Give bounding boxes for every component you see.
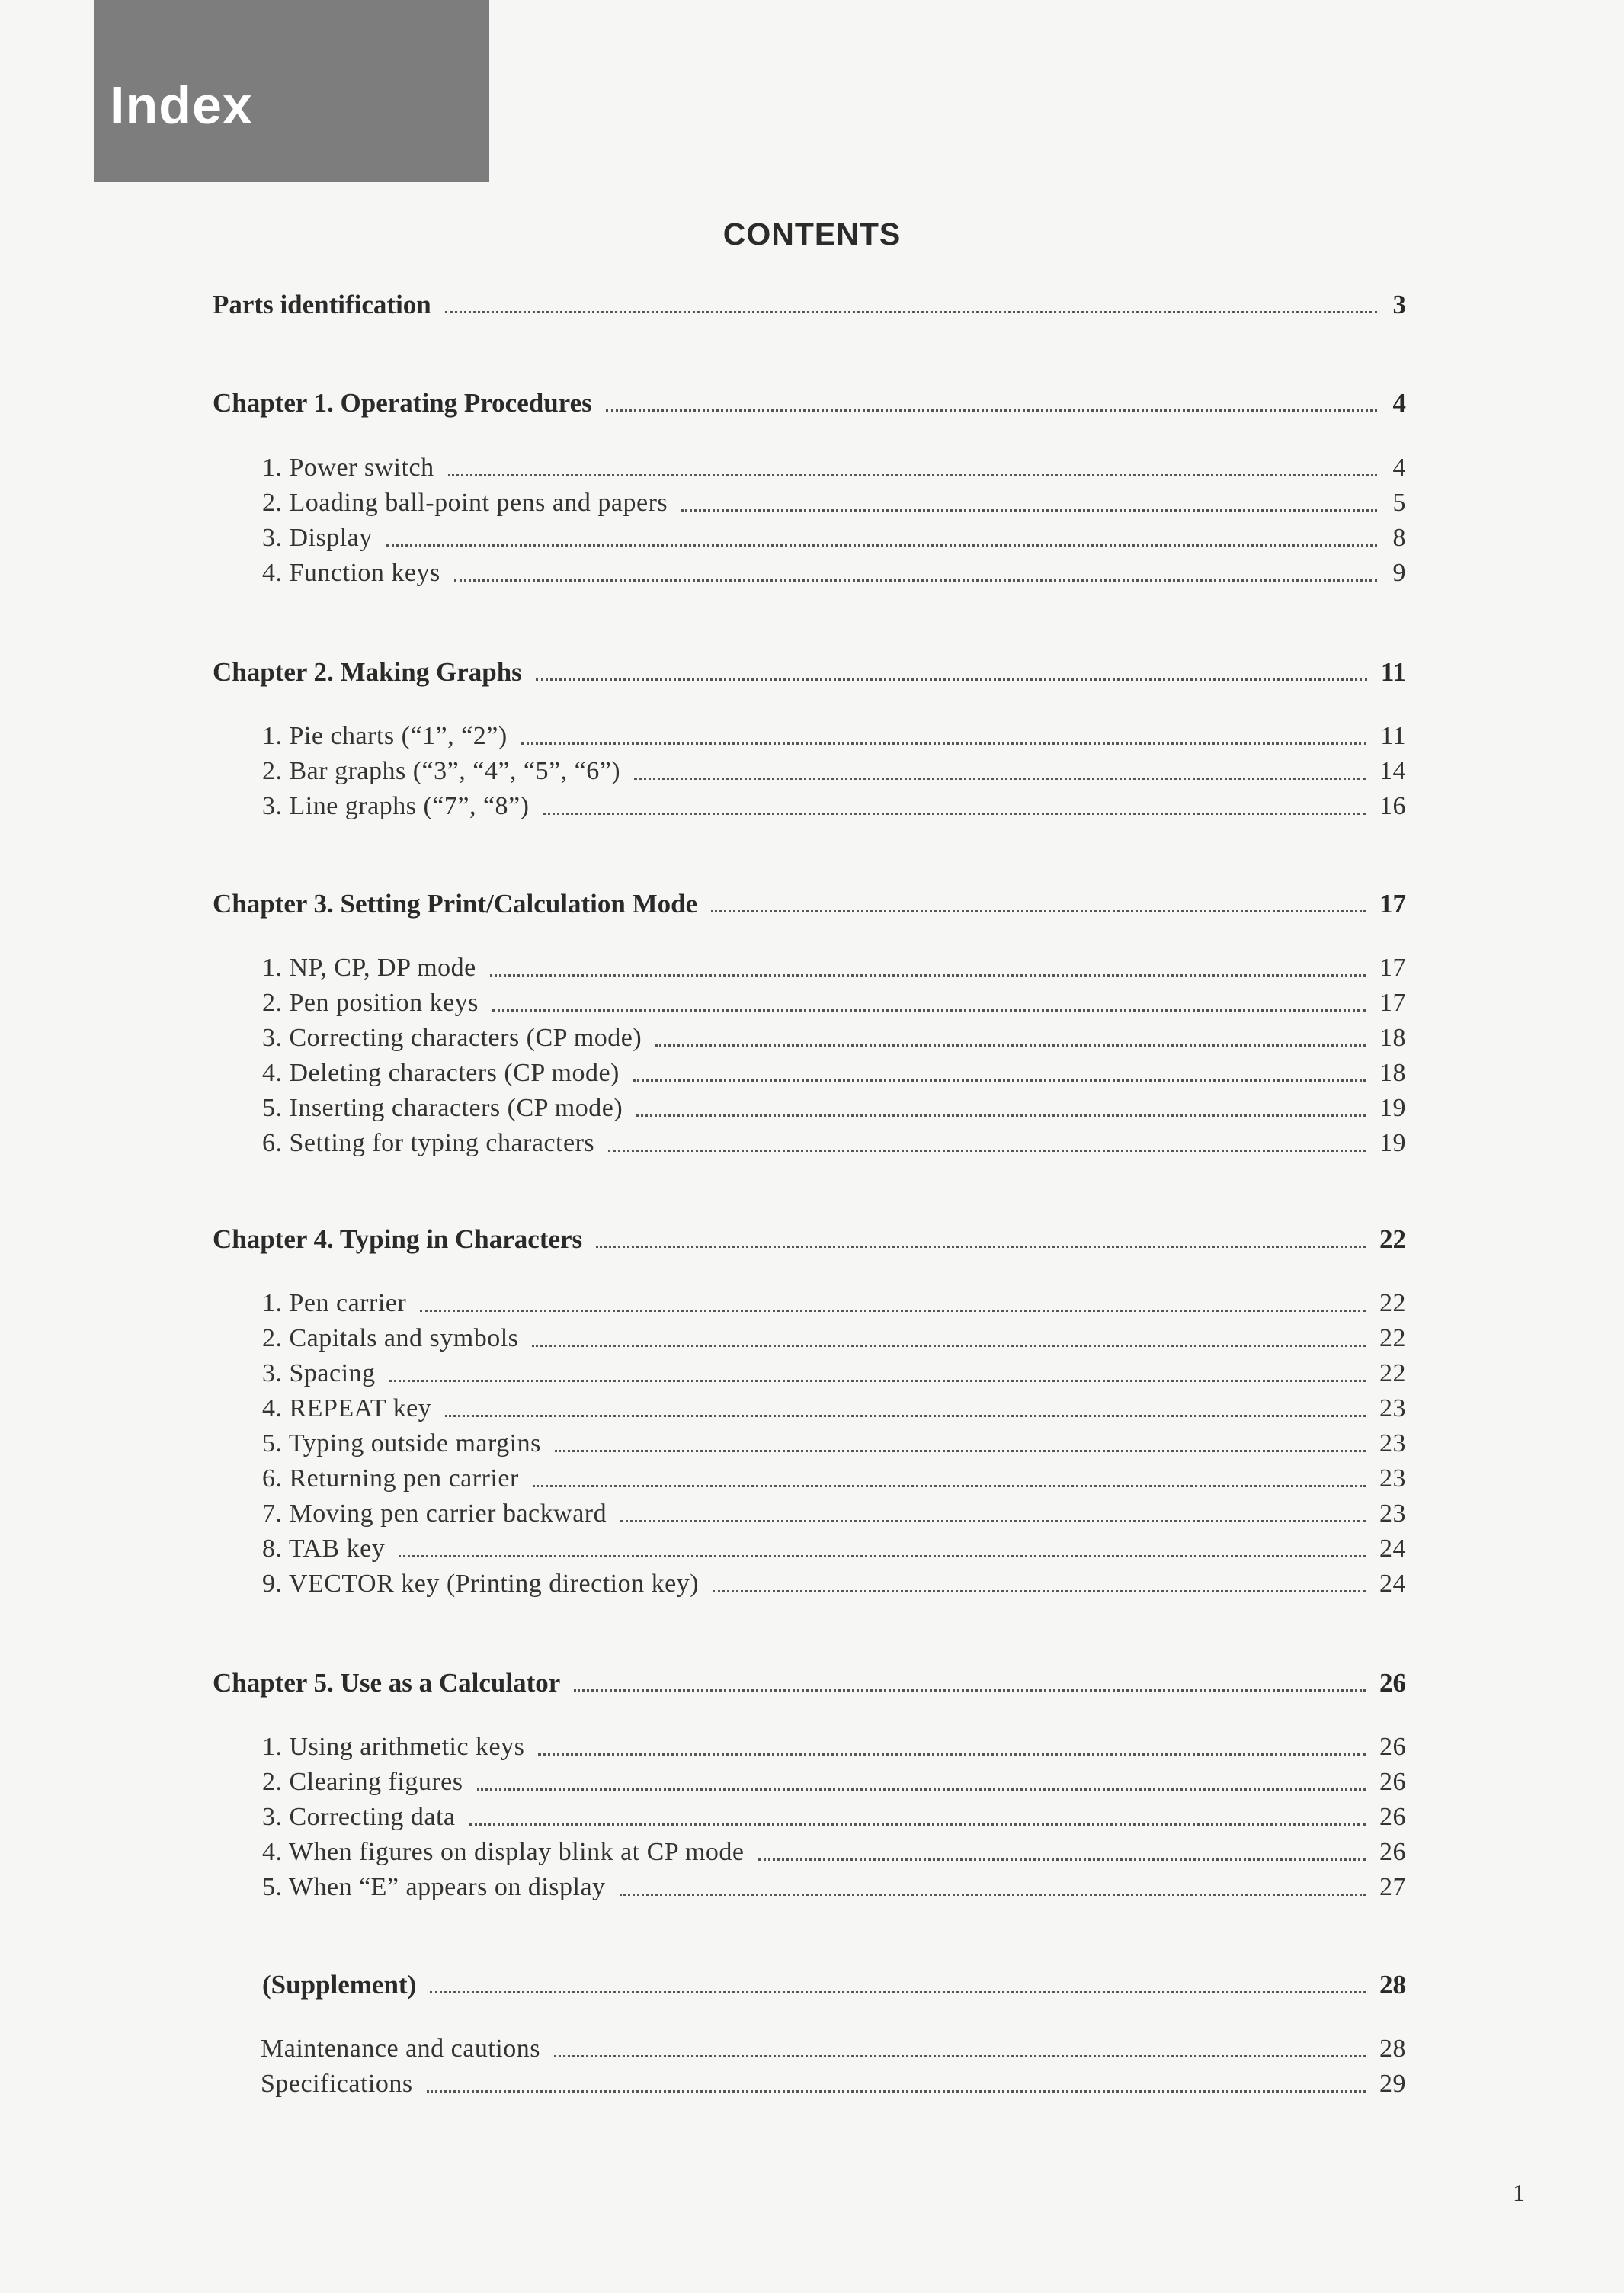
dot-leader bbox=[606, 409, 1377, 412]
toc-item[interactable] bbox=[262, 1057, 1406, 1090]
toc-item[interactable] bbox=[262, 986, 1406, 1020]
dot-leader bbox=[620, 1520, 1366, 1522]
toc-entry-label: Parts identification bbox=[213, 290, 431, 319]
toc-chapter-1[interactable] bbox=[213, 386, 1406, 420]
toc-item[interactable] bbox=[262, 755, 1406, 788]
toc-entry-label: 7. Moving pen carrier backward bbox=[262, 1499, 607, 1528]
toc-entry-page: 4 bbox=[1392, 454, 1406, 482]
toc-entry-label: 5. Typing outside margins bbox=[262, 1429, 541, 1458]
dot-leader bbox=[469, 1823, 1366, 1826]
toc-entry-page: 23 bbox=[1379, 1499, 1406, 1528]
toc-entry-label: 3. Correcting data bbox=[262, 1803, 456, 1831]
dot-leader bbox=[713, 1590, 1366, 1592]
toc-item[interactable] bbox=[262, 720, 1406, 753]
toc-entry-page: 23 bbox=[1379, 1464, 1406, 1493]
dot-leader bbox=[634, 778, 1366, 780]
toc-entry-page: 26 bbox=[1379, 1803, 1406, 1831]
dot-leader bbox=[655, 1044, 1366, 1047]
toc-item[interactable] bbox=[262, 1127, 1406, 1160]
dot-leader bbox=[454, 579, 1377, 582]
dot-leader bbox=[389, 1380, 1366, 1382]
toc-entry-page: 11 bbox=[1380, 657, 1406, 687]
toc-item[interactable] bbox=[262, 1567, 1406, 1601]
dot-leader bbox=[533, 1485, 1366, 1487]
toc-entry-page: 17 bbox=[1379, 889, 1406, 919]
toc-entry-label: 2. Capitals and symbols bbox=[262, 1324, 519, 1352]
toc-entry-label: Specifications bbox=[261, 2070, 413, 2098]
toc-entry-page: 26 bbox=[1379, 1733, 1406, 1761]
dot-leader bbox=[445, 311, 1377, 313]
toc-entry-page: 16 bbox=[1379, 792, 1406, 820]
toc-item[interactable] bbox=[262, 451, 1406, 485]
toc-entry-page: 18 bbox=[1379, 1059, 1406, 1087]
toc-entry-page: 23 bbox=[1379, 1394, 1406, 1422]
toc-entry-page: 28 bbox=[1379, 1970, 1406, 2000]
toc-entry-page: 5 bbox=[1392, 489, 1406, 517]
toc-entry-page: 22 bbox=[1379, 1224, 1406, 1254]
contents-title: CONTENTS bbox=[722, 216, 902, 252]
dot-leader bbox=[430, 1991, 1366, 1993]
toc-item[interactable] bbox=[262, 1730, 1406, 1764]
toc-entry-label: 1. Pie charts (“1”, “2”) bbox=[262, 722, 508, 750]
toc-entry-page: 29 bbox=[1379, 2070, 1406, 2098]
toc-entry-label: Chapter 5. Use as a Calculator bbox=[213, 1668, 561, 1698]
dot-leader bbox=[536, 678, 1367, 681]
toc-entry-page: 22 bbox=[1379, 1289, 1406, 1317]
dot-leader bbox=[711, 910, 1366, 912]
toc-item[interactable] bbox=[262, 556, 1406, 590]
dot-leader bbox=[427, 2090, 1366, 2093]
toc-entry-label: 6. Returning pen carrier bbox=[262, 1464, 519, 1493]
toc-item[interactable] bbox=[262, 1021, 1406, 1055]
toc-entry-page: 22 bbox=[1379, 1324, 1406, 1352]
toc-entry-label: (Supplement) bbox=[262, 1970, 417, 2000]
toc-item[interactable] bbox=[262, 1801, 1406, 1834]
toc-entry-page: 28 bbox=[1379, 2035, 1406, 2063]
toc-entry-label: 4. Deleting characters (CP mode) bbox=[262, 1059, 620, 1087]
toc-item[interactable] bbox=[262, 1836, 1406, 1869]
toc-item[interactable] bbox=[262, 951, 1406, 985]
dot-leader bbox=[608, 1150, 1366, 1152]
toc-entry-page: 18 bbox=[1379, 1024, 1406, 1052]
toc-item[interactable] bbox=[262, 1392, 1406, 1426]
dot-leader bbox=[532, 1345, 1366, 1347]
toc-item[interactable] bbox=[262, 1322, 1406, 1355]
toc-entry-label: 5. When “E” appears on display bbox=[262, 1873, 606, 1901]
dot-leader bbox=[574, 1689, 1366, 1692]
toc-chapter-3[interactable] bbox=[213, 887, 1406, 921]
dot-leader bbox=[490, 974, 1366, 977]
toc-entry-label: 3. Correcting characters (CP mode) bbox=[262, 1024, 642, 1052]
toc-item[interactable] bbox=[262, 1287, 1406, 1320]
toc-item[interactable] bbox=[262, 1462, 1406, 1496]
dot-leader bbox=[555, 1450, 1366, 1452]
toc-entry-page: 14 bbox=[1379, 757, 1406, 785]
toc-item[interactable] bbox=[262, 790, 1406, 823]
toc-entry-label: 1. Pen carrier bbox=[262, 1289, 407, 1317]
toc-entry-page: 3 bbox=[1392, 290, 1406, 319]
dot-leader bbox=[596, 1246, 1366, 1248]
dot-leader bbox=[554, 2055, 1366, 2057]
toc-entry-page: 11 bbox=[1380, 722, 1406, 750]
toc-item[interactable] bbox=[262, 1765, 1406, 1799]
dot-leader bbox=[543, 813, 1366, 815]
toc-entry-label: 4. REPEAT key bbox=[262, 1394, 432, 1422]
toc-entry-label: Chapter 1. Operating Procedures bbox=[213, 388, 592, 418]
toc-item[interactable] bbox=[262, 486, 1406, 520]
toc-entry-parts-identification[interactable] bbox=[213, 288, 1406, 322]
dot-leader bbox=[420, 1310, 1366, 1312]
toc-entry-label: 9. VECTOR key (Printing direction key) bbox=[262, 1570, 700, 1598]
toc-entry-page: 17 bbox=[1379, 989, 1406, 1017]
toc-entry-label: 2. Pen position keys bbox=[262, 989, 479, 1017]
toc-entry-label: 6. Setting for typing characters bbox=[262, 1129, 595, 1157]
toc-entry-page: 26 bbox=[1379, 1668, 1406, 1698]
dot-leader bbox=[399, 1555, 1366, 1557]
toc-entry-page: 8 bbox=[1392, 524, 1406, 552]
toc-entry-label: Chapter 3. Setting Print/Calculation Mode bbox=[213, 889, 698, 919]
toc-entry-page: 24 bbox=[1379, 1535, 1406, 1563]
toc-chapter-4[interactable] bbox=[213, 1223, 1406, 1256]
toc-entry-label: 3. Line graphs (“7”, “8”) bbox=[262, 792, 530, 820]
toc-entry-page: 26 bbox=[1379, 1838, 1406, 1866]
dot-leader bbox=[538, 1753, 1366, 1756]
toc-item[interactable] bbox=[261, 2067, 1406, 2101]
dot-leader bbox=[386, 544, 1377, 547]
toc-entry-label: 2. Clearing figures bbox=[262, 1768, 463, 1796]
toc-entry-page: 19 bbox=[1379, 1094, 1406, 1122]
dot-leader bbox=[620, 1894, 1366, 1896]
toc-chapter-5[interactable] bbox=[213, 1666, 1406, 1700]
toc-entry-page: 27 bbox=[1379, 1873, 1406, 1901]
toc-entry-label: Maintenance and cautions bbox=[261, 2035, 540, 2063]
toc-entry-label: Chapter 2. Making Graphs bbox=[213, 657, 522, 687]
toc-entry-label: 5. Inserting characters (CP mode) bbox=[262, 1094, 623, 1122]
toc-item[interactable] bbox=[262, 1871, 1406, 1904]
toc-entry-page: 19 bbox=[1379, 1129, 1406, 1157]
toc-entry-page: 17 bbox=[1379, 954, 1406, 982]
toc-item[interactable] bbox=[262, 1092, 1406, 1125]
toc-supplement[interactable] bbox=[262, 1968, 1406, 2002]
toc-entry-page: 22 bbox=[1379, 1359, 1406, 1387]
toc-item[interactable] bbox=[262, 1427, 1406, 1461]
dot-leader bbox=[492, 1009, 1366, 1012]
toc-entry-page: 9 bbox=[1392, 559, 1406, 587]
dot-leader bbox=[521, 742, 1367, 745]
toc-entry-label: 4. When figures on display blink at CP mode bbox=[262, 1838, 745, 1866]
toc-item[interactable] bbox=[262, 1532, 1406, 1566]
dot-leader bbox=[681, 509, 1377, 512]
dot-leader bbox=[633, 1079, 1366, 1082]
toc-entry-label: 1. NP, CP, DP mode bbox=[262, 954, 476, 982]
dot-leader bbox=[477, 1788, 1366, 1791]
dot-leader bbox=[758, 1858, 1366, 1861]
toc-entry-label: 4. Function keys bbox=[262, 559, 440, 587]
toc-entry-page: 4 bbox=[1392, 388, 1406, 418]
toc-entry-label: 3. Spacing bbox=[262, 1359, 376, 1387]
toc-chapter-2[interactable] bbox=[213, 656, 1406, 689]
toc-item[interactable] bbox=[262, 1357, 1406, 1390]
toc-entry-label: 3. Display bbox=[262, 524, 373, 552]
toc-entry-label: 2. Bar graphs (“3”, “4”, “5”, “6”) bbox=[262, 757, 621, 785]
dot-leader bbox=[636, 1114, 1366, 1117]
index-tab-title: Index bbox=[110, 75, 253, 135]
dot-leader bbox=[448, 474, 1377, 476]
toc-item[interactable] bbox=[262, 1497, 1406, 1531]
toc-entry-page: 24 bbox=[1379, 1570, 1406, 1598]
toc-entry-page: 23 bbox=[1379, 1429, 1406, 1458]
toc-item[interactable] bbox=[261, 2032, 1406, 2066]
dot-leader bbox=[445, 1415, 1366, 1417]
page-number: 1 bbox=[1513, 2179, 1525, 2206]
toc-entry-page: 26 bbox=[1379, 1768, 1406, 1796]
toc-entry-label: 8. TAB key bbox=[262, 1535, 386, 1563]
toc-item[interactable] bbox=[262, 521, 1406, 555]
toc-entry-label: 1. Power switch bbox=[262, 454, 434, 482]
toc-entry-label: 1. Using arithmetic keys bbox=[262, 1733, 525, 1761]
toc-entry-label: Chapter 4. Typing in Characters bbox=[213, 1224, 583, 1254]
toc-entry-label: 2. Loading ball-point pens and papers bbox=[262, 489, 668, 517]
